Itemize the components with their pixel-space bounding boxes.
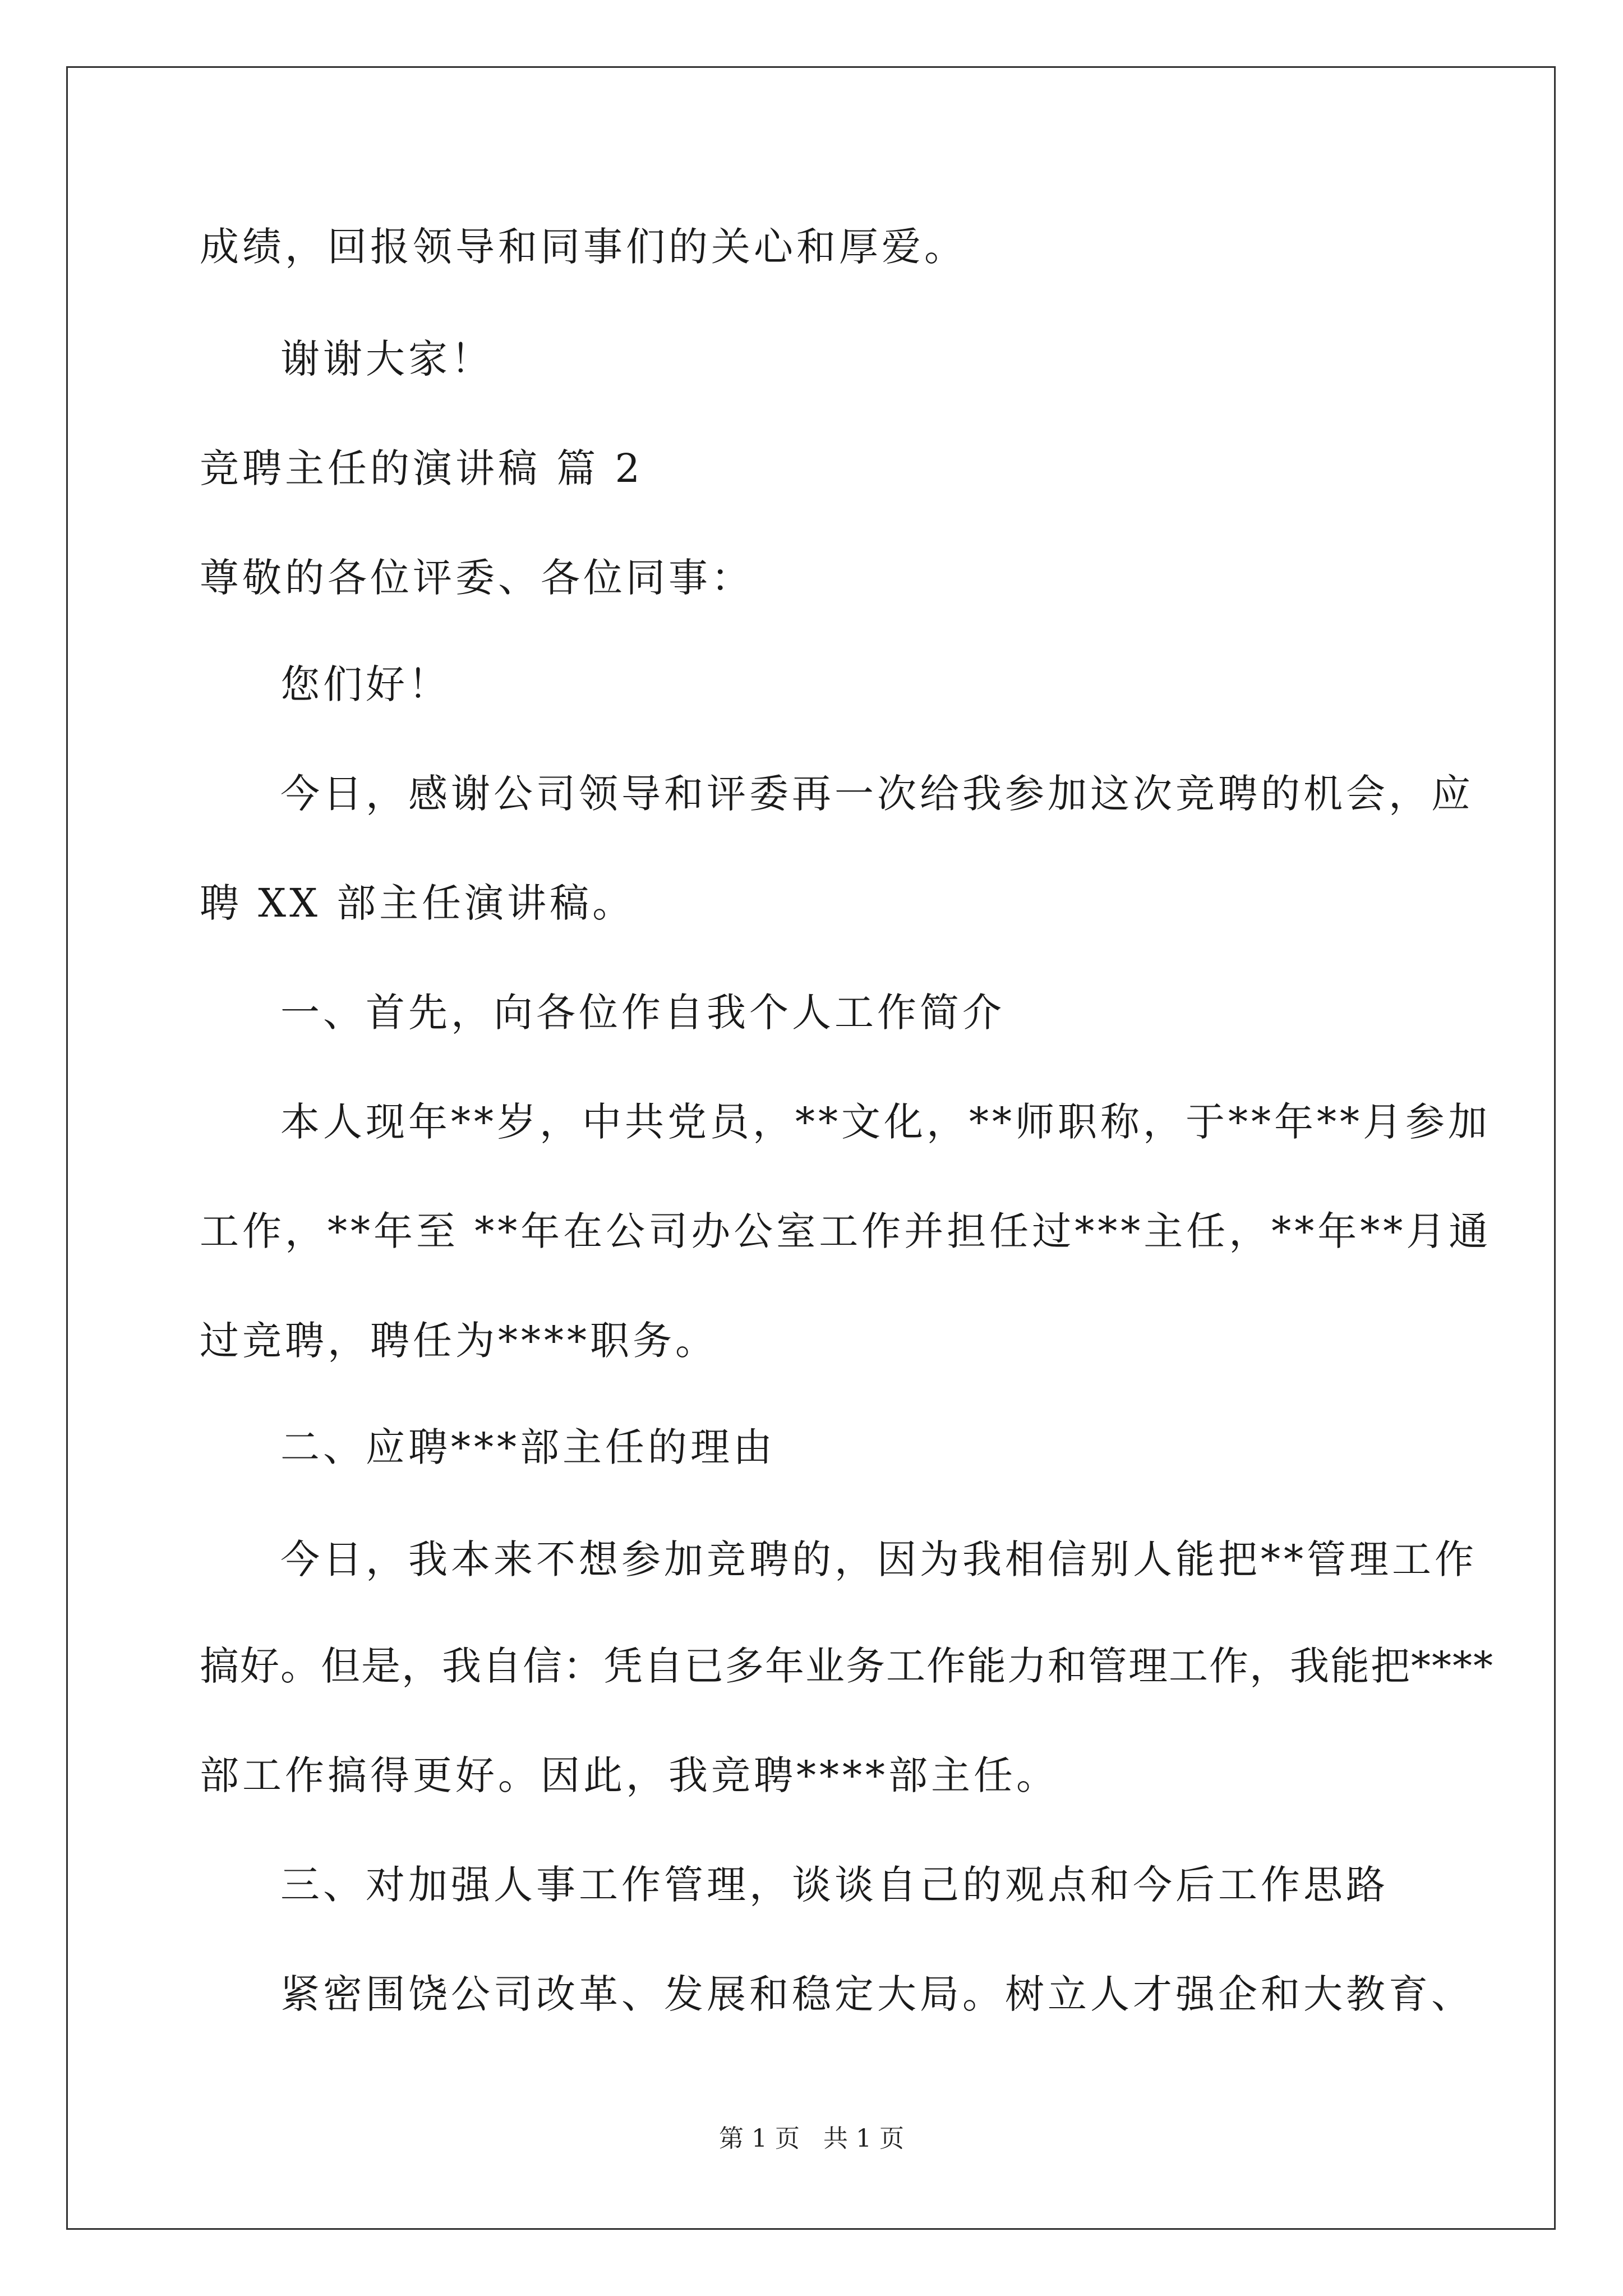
paragraph-line: 搞好。但是，我自信：凭自已多年业务工作能力和管理工作，我能把****	[200, 1643, 1494, 1689]
paragraph-line: 工作，**年至 **年在公司办公室工作并担任过***主任，**年**月通	[200, 1208, 1492, 1254]
page-number: 第 1 页	[719, 2124, 800, 2153]
paragraph-line: 过竞聘，聘任为****职务。	[200, 1318, 718, 1364]
page-footer	[0, 2122, 1623, 2156]
paragraph-line: 聘 XX 部主任演讲稿。	[200, 880, 635, 926]
paragraph-line: 谢谢大家！	[280, 336, 494, 382]
paragraph-line: 紧密围饶公司改革、发展和稳定大局。树立人才强企和大教育、	[280, 1971, 1474, 2017]
salutation: 尊敬的各位评委、各位同事：	[200, 555, 754, 601]
section-heading: 竞聘主任的演讲稿 篇 2	[200, 445, 644, 491]
paragraph-line: 今日，我本来不想参加竞聘的，因为我相信别人能把**管理工作	[280, 1536, 1477, 1582]
greeting: 您们好！	[280, 661, 451, 707]
subsection-heading: 一、首先，向各位作自我个人工作简介	[280, 990, 1005, 1036]
paragraph-line: 成绩，回报领导和同事们的关心和厚爱。	[200, 224, 967, 270]
paragraph-line: 今日，感谢公司领导和评委再一次给我参加这次竞聘的机会，应	[280, 771, 1474, 817]
page-total: 共 1 页	[823, 2124, 904, 2153]
subsection-heading: 三、对加强人事工作管理，谈谈自己的观点和今后工作思路	[280, 1862, 1389, 1908]
paragraph-line: 部工作搞得更好。因此，我竞聘****部主任。	[200, 1752, 1059, 1798]
subsection-heading: 二、应聘***部主任的理由	[280, 1424, 776, 1470]
paragraph-line: 本人现年**岁，中共党员，**文化，**师职称，于**年**月参加	[280, 1099, 1491, 1145]
